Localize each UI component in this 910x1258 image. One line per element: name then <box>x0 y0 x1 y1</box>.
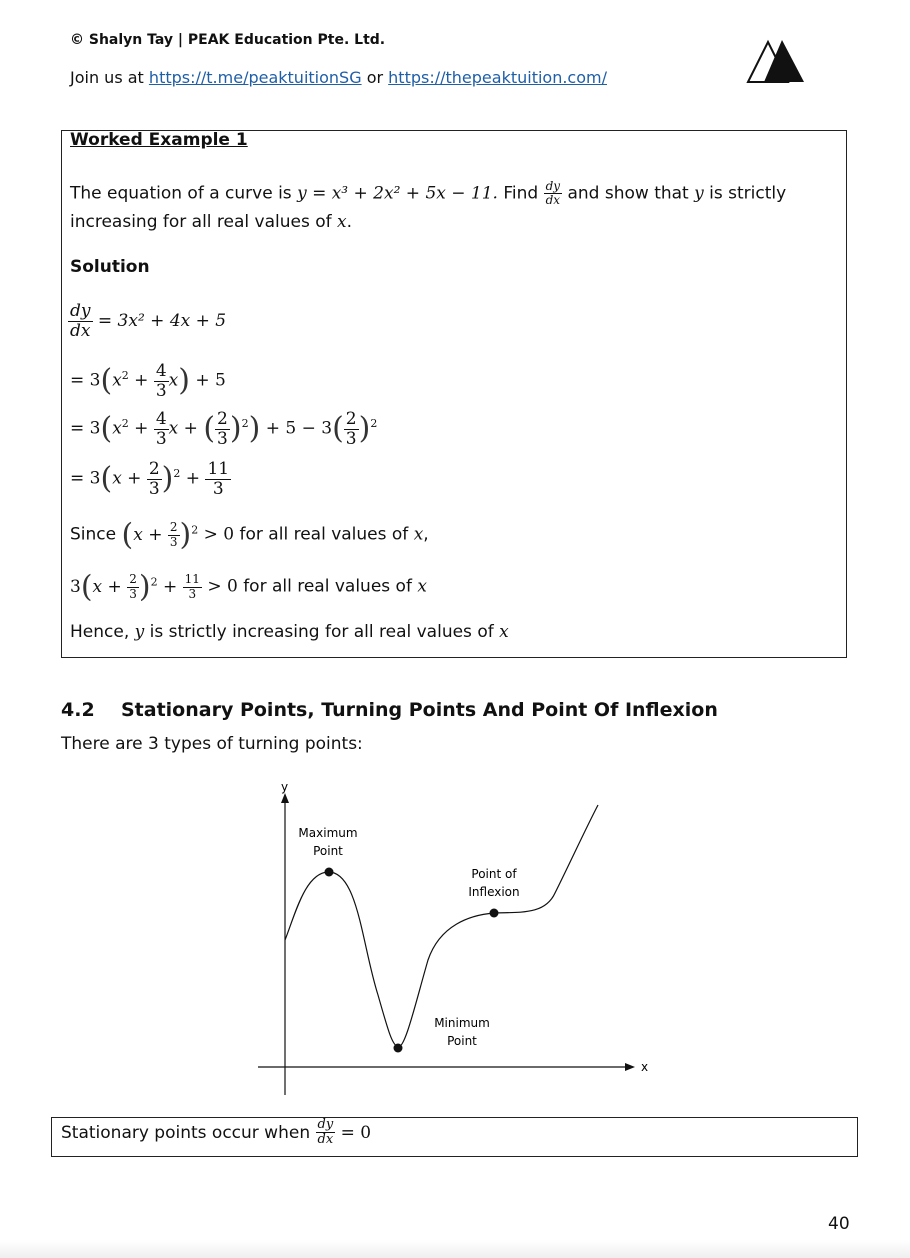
curve-equation: y = x³ + 2x² + 5x − 11. <box>297 183 498 204</box>
derivative-step: $\frac{dy}{dx}$ = 3x² + 4x + 5 <box>70 301 227 341</box>
peak-logo-icon <box>746 38 806 84</box>
question-line-1: The equation of a curve is y = x³ + 2x² + 5x − 11. Find $\frac{dy}{dx}$ and show that y is strictly <box>70 179 787 208</box>
inflexion-point <box>490 909 499 918</box>
conclusion-line: Hence, y is strictly increasing for all real values of x <box>70 622 509 642</box>
minimum-point <box>394 1044 403 1053</box>
minimum-label-2: Point <box>447 1034 477 1048</box>
minimum-label-1: Minimum <box>434 1016 490 1030</box>
maximum-label-1: Maximum <box>298 826 358 840</box>
question-mid: and show that <box>567 183 689 204</box>
dy-dx-fraction: $\frac{dy}{dx}$ <box>545 179 561 208</box>
website-link[interactable]: https://thepeaktuition.com/ <box>388 68 607 87</box>
since-line: Since (x + $\frac{2}{3}$ )$^2$ > 0 for all real values of x, <box>70 517 429 552</box>
x-axis-label: x <box>641 1060 649 1074</box>
y-axis-arrow-icon <box>281 793 289 803</box>
solution-label: Solution <box>70 257 150 277</box>
join-or: or <box>366 68 384 87</box>
worked-example-title: Worked Example 1 <box>70 130 248 150</box>
section-intro: There are 3 types of turning points: <box>61 734 363 754</box>
question-find: Find <box>503 183 539 204</box>
telegram-link[interactable]: https://t.me/peaktuitionSG <box>148 68 362 87</box>
copyright-text: © Shalyn Tay | PEAK Education Pte. Ltd. <box>70 32 386 48</box>
maximum-label-2: Point <box>313 844 343 858</box>
complete-square-step-3: = 3(x + $\frac{2}{3}$ )$^2$ + $\frac{11}{3}$ <box>70 459 230 499</box>
y-axis-label: y <box>281 780 289 794</box>
footer-shadow <box>0 1240 910 1258</box>
question-line-2: increasing for all real values of x. <box>70 212 353 232</box>
page-number: 40 <box>828 1214 850 1234</box>
complete-square-step-2: = $3(x^2$ + $\frac{4}{3}$ x + ( $\frac{2}{3}$ )$^2$) + 5 − 3( $\frac{2}{3}$ )$^2$ <box>70 409 378 449</box>
complete-square-step-1: = $3(x^2$ + $\frac{4}{3}$ x) + 5 <box>70 361 226 401</box>
stationary-points-text: Stationary points occur when $\frac{dy}{dx}$ = 0 <box>61 1117 372 1148</box>
x-axis-arrow-icon <box>625 1063 635 1071</box>
turning-points-diagram <box>250 775 660 1100</box>
question-prefix: The equation of a curve is <box>70 183 292 204</box>
inflexion-label-2: Inflexion <box>468 885 520 899</box>
curve <box>285 805 598 1047</box>
section-heading: 4.2 Stationary Points, Turning Points And Point Of Inflexion <box>61 699 718 721</box>
maximum-point <box>325 868 334 877</box>
join-prefix: Join us at <box>70 68 144 87</box>
join-line <box>70 68 607 87</box>
inflexion-label-1: Point of <box>471 867 517 881</box>
question-tail: is strictly <box>709 183 787 204</box>
inequality-line: 3(x + $\frac{2}{3}$ )$^2$ + $\frac{11}{3}$ > 0 for all real values of x <box>70 569 427 604</box>
